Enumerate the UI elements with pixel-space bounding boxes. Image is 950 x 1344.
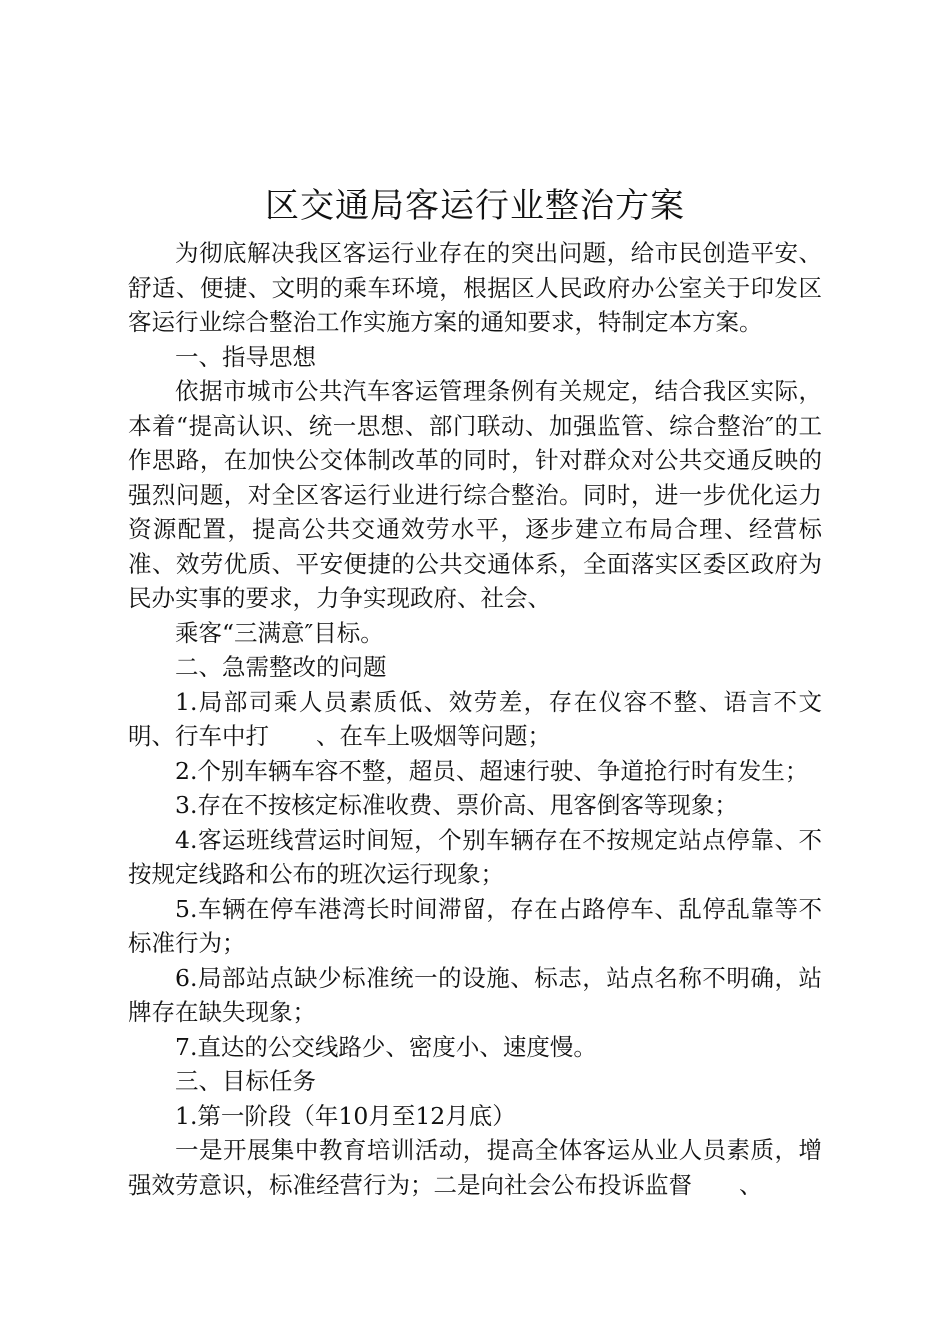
guiding-ideology-paragraph: 依据市城市公共汽车客运管理条例有关规定，结合我区实际，本着“提高认识、统一思想、部门联动、加强监管、综合整治″的工作思路，在加快公交体制改革的同时，针对群众对公共交通反映的强烈问题，对全区客运行业进行综合整治。同时，进一步优化运力资源配置，提高公共交通效劳水平，逐步建立布局合理、经营标准、效劳优质、平安便捷的公共交通体系，全面落实区委区政府为民办实事的要求，力争实现政府、社会、 xyxy=(128,377,822,612)
section-heading-guiding-ideology: 一、指导思想 xyxy=(175,342,316,371)
problem-item-6: 6.局部站点缺少标准统一的设施、标志，站点名称不明确，站牌存在缺失现象； xyxy=(128,963,822,1026)
problem-item-7: 7.直达的公交线路少、密度小、速度慢。 xyxy=(175,1032,597,1061)
problem-item-2: 2.个别车辆车容不整，超员、超速行驶、争道抢行时有发生； xyxy=(175,756,809,785)
problem-item-5: 5.车辆在停车港湾长时间滞留，存在占路停车、乱停乱靠等不标准行为； xyxy=(128,894,822,957)
guiding-ideology-continuation: 乘客“三满意″目标。 xyxy=(175,618,384,647)
problem-item-1: 1.局部司乘人员素质低、效劳差，存在仪容不整、语言不文明、行车中打 、在车上吸烟等问题； xyxy=(128,687,822,750)
section-heading-problems: 二、急需整改的问题 xyxy=(175,653,387,681)
phase-one-paragraph: 一是开展集中教育培训活动，提高全体客运从业人员素质，增强效劳意识，标准经营行为；二是向社会公布投诉监督 、 xyxy=(128,1136,822,1199)
problem-item-4: 4.客运班线营运时间短，个别车辆存在不按规定站点停靠、不按规定线路和公布的班次运行现象； xyxy=(128,825,822,888)
document-body xyxy=(128,236,822,1202)
phase-one-heading: 1.第一阶段（年10月至12月底） xyxy=(175,1101,516,1130)
intro-paragraph: 为彻底解决我区客运行业存在的突出问题，给市民创造平安、舒适、便捷、文明的乘车环境，根据区人民政府办公室关于印发区客运行业综合整治工作实施方案的通知要求，特制定本方案。 xyxy=(128,239,822,336)
problem-item-3: 3.存在不按核定标准收费、票价高、甩客倒客等现象； xyxy=(175,791,738,819)
section-heading-targets: 三、目标任务 xyxy=(175,1067,316,1095)
document-title: 区交通局客运行业整治方案 xyxy=(265,186,685,226)
